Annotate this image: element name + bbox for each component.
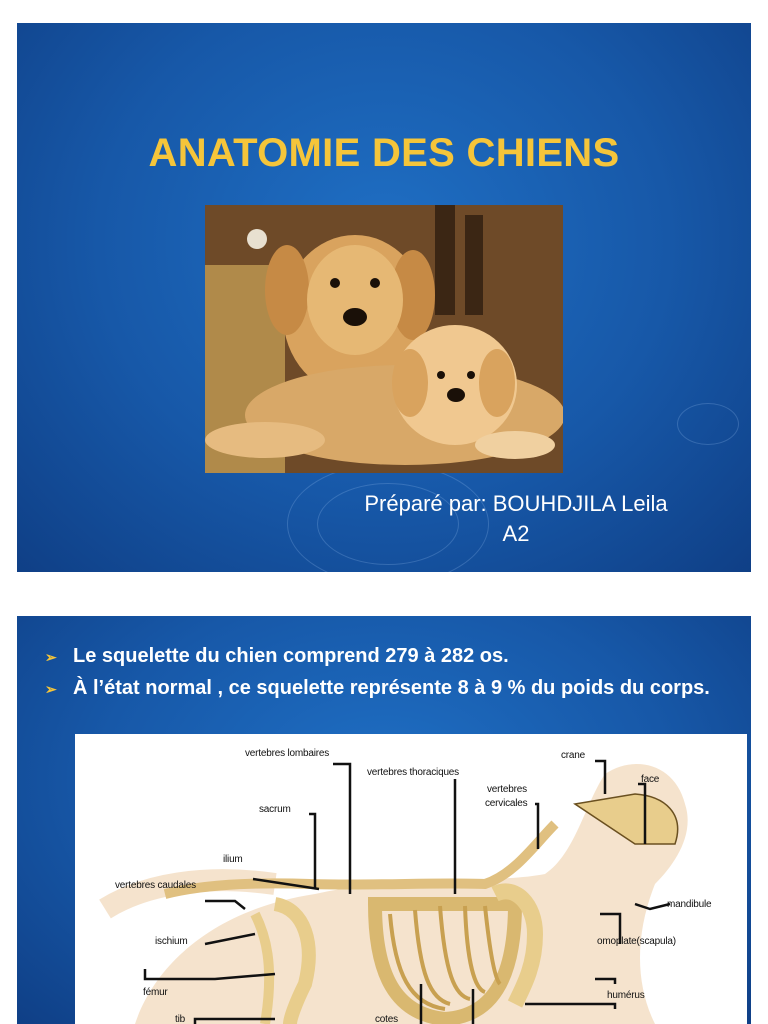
label-vertebres-cervicales-line2: cervicales <box>485 798 528 809</box>
golden-retriever-photo <box>205 205 563 473</box>
label-mandibule: mandibule <box>667 899 712 910</box>
bullet-item <box>45 644 735 668</box>
label-face: face <box>641 774 660 785</box>
label-vertebres-thoraciques: vertebres thoraciques <box>367 767 459 778</box>
author-credit <box>306 489 726 549</box>
label-tibia: tib <box>175 1014 185 1024</box>
label-omoplate: omoplate(scapula) <box>597 936 676 947</box>
label-femur: fémur <box>143 987 168 998</box>
slide-title: ANATOMIE DES CHIENS <box>148 131 620 175</box>
label-crane: crane <box>561 750 586 761</box>
bullet-text: À l’état normal , ce squelette représente 8 à 9 % du poids du corps. <box>73 677 710 699</box>
label-ischium: ischium <box>155 936 188 947</box>
label-cotes: cotes <box>375 1014 398 1024</box>
label-vertebres-cervicales-line1: vertebres <box>487 784 527 795</box>
arrow-bullet-icon: ➢ <box>45 649 57 665</box>
skeleton-slide <box>17 616 751 1024</box>
dogs-illustration <box>205 205 563 473</box>
author-class: A2 <box>502 521 530 546</box>
label-vertebres-caudales: vertebres caudales <box>115 880 196 891</box>
label-sacrum: sacrum <box>259 804 291 815</box>
label-vertebres-lombaires: vertebres lombaires <box>245 748 330 759</box>
ripple-decoration <box>677 403 739 445</box>
label-ilium: ilium <box>223 854 243 865</box>
skeleton-diagram <box>75 734 747 1024</box>
arrow-bullet-icon: ➢ <box>45 681 57 697</box>
label-humerus: humérus <box>607 990 645 1001</box>
bullet-item <box>45 676 735 700</box>
author-name: Préparé par: BOUHDJILA Leila <box>364 491 668 516</box>
bullet-list <box>45 644 735 708</box>
bullet-text: Le squelette du chien comprend 279 à 282 os. <box>73 645 509 667</box>
title-slide <box>17 23 751 572</box>
